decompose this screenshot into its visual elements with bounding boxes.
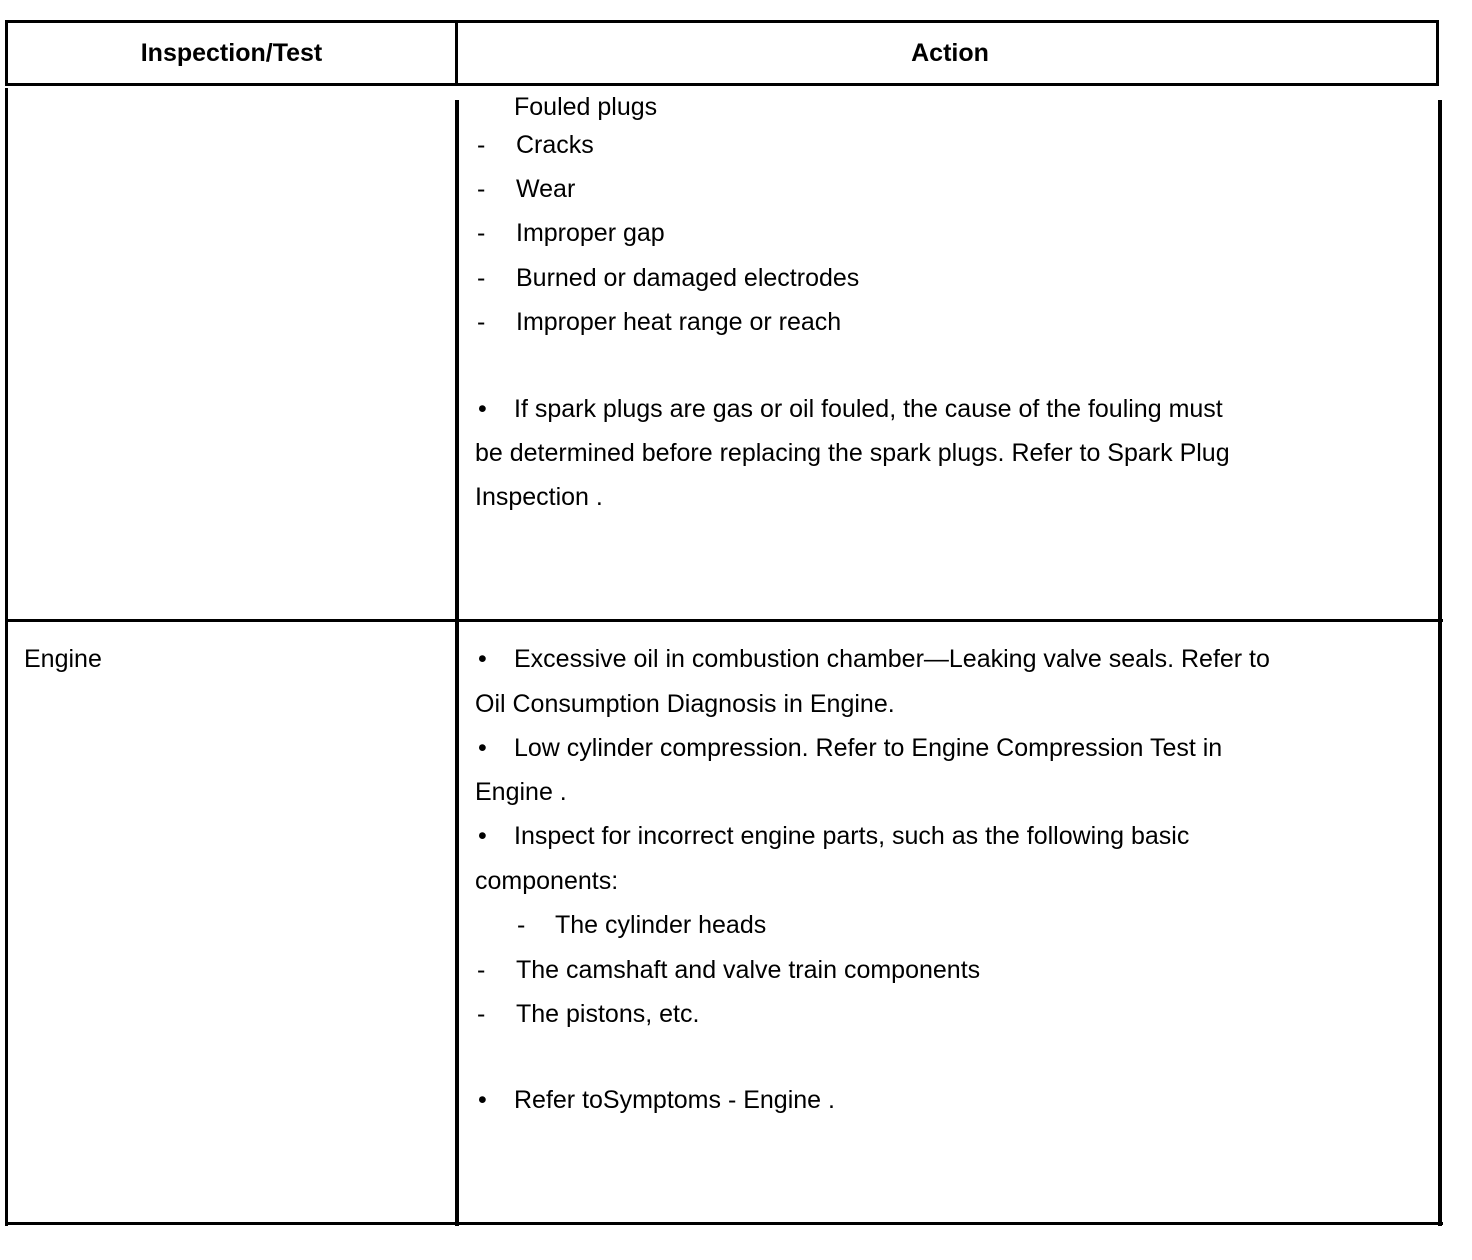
row-divider xyxy=(5,619,1443,622)
action-line: Engine . xyxy=(475,778,567,806)
note-line: Inspection . xyxy=(475,483,603,511)
action-line: Refer toSymptoms - Engine . xyxy=(514,1086,835,1114)
bullet-marker: • xyxy=(478,822,487,850)
dash-marker: - xyxy=(477,131,486,159)
action-line: components: xyxy=(475,867,619,895)
dash-marker: - xyxy=(477,264,486,292)
bullet-marker: • xyxy=(478,395,487,423)
bullet-marker: • xyxy=(478,734,487,762)
table-right-border xyxy=(1438,100,1442,1226)
note-line: If spark plugs are gas or oil fouled, the cause of the fouling must xyxy=(514,395,1223,423)
dash-marker: - xyxy=(477,175,486,203)
action-line: Excessive oil in combustion chamber—Leaking valve seals. Refer to xyxy=(514,645,1270,673)
table-bottom-border xyxy=(5,1222,1443,1225)
list-item: Improper heat range or reach xyxy=(516,308,842,336)
list-item: Burned or damaged electrodes xyxy=(516,264,860,292)
list-item: Improper gap xyxy=(516,219,665,247)
dash-marker: - xyxy=(477,308,486,336)
dash-marker: - xyxy=(477,219,486,247)
list-item: The pistons, etc. xyxy=(516,1000,700,1028)
dash-marker: - xyxy=(517,911,526,939)
bullet-marker: • xyxy=(478,645,487,673)
dash-marker: - xyxy=(477,956,486,984)
dash-marker: - xyxy=(477,1000,486,1028)
bullet-marker: • xyxy=(478,1086,487,1114)
list-item: Wear xyxy=(516,175,576,203)
table-left-border xyxy=(5,88,8,1226)
continuation-label: Fouled plugs xyxy=(514,93,658,121)
action-line: Low cylinder compression. Refer to Engine Compression Test in xyxy=(514,734,1223,762)
table-header-row xyxy=(5,20,1439,86)
list-item: Cracks xyxy=(516,131,594,159)
note-line: be determined before replacing the spark plugs. Refer to Spark Plug xyxy=(475,439,1230,467)
header-action: Action xyxy=(911,38,989,67)
list-item: The camshaft and valve train components xyxy=(516,956,981,984)
list-item: The cylinder heads xyxy=(555,911,767,939)
inspection-engine: Engine xyxy=(24,645,102,673)
header-inspection-test: Inspection/Test xyxy=(140,38,323,67)
action-line: Inspect for incorrect engine parts, such as the following basic xyxy=(514,822,1190,850)
action-line: Oil Consumption Diagnosis in Engine. xyxy=(475,690,895,718)
table-column-divider xyxy=(455,100,459,1226)
